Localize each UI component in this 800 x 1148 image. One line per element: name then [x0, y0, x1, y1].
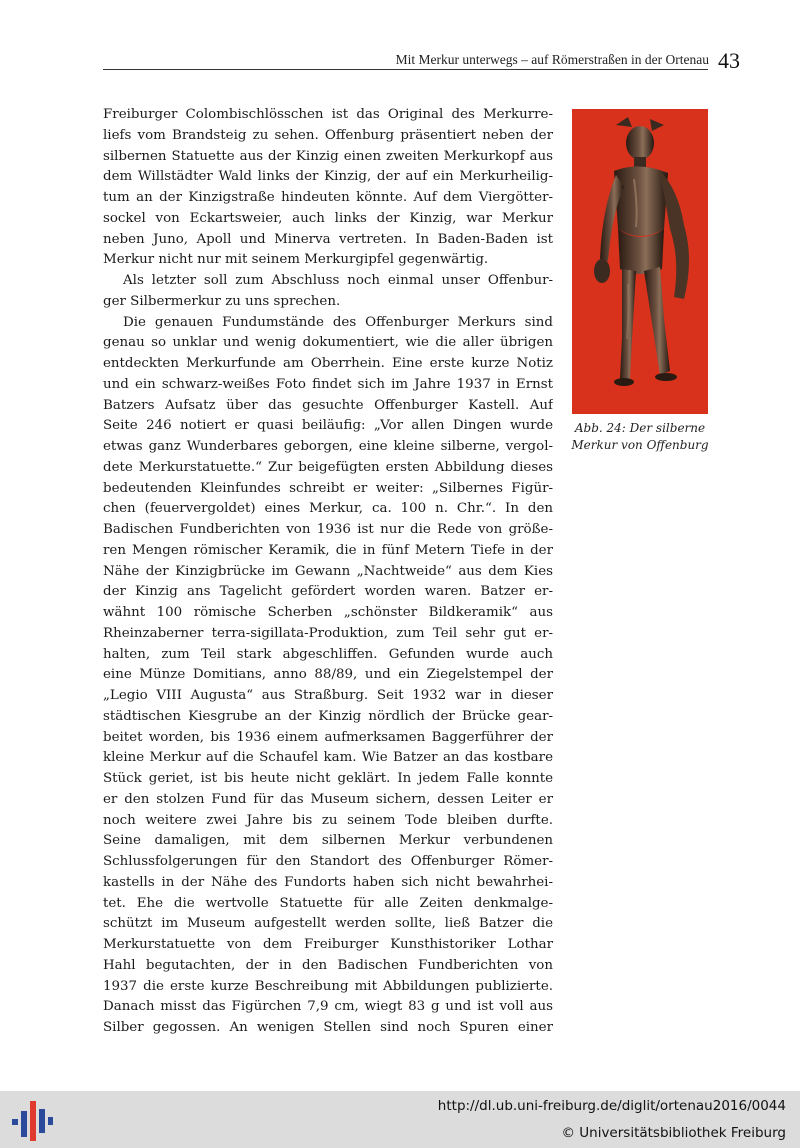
text-line: beitet worden, bis 1936 einem aufmerksamen Baggerführer der — [103, 729, 553, 745]
text-line: Freiburger Colombischlösschen ist das Original des Merkurre- — [103, 107, 553, 122]
text-line: entdeckten Merkurfunde am Oberrhein. Eine erste kurze Notiz — [103, 356, 553, 371]
text-line: silbernen Statuette aus der Kinzig einen zweiten Merkurkopf aus — [103, 148, 553, 164]
caption-line: Abb. 24: Der silberne — [574, 421, 706, 435]
text-line: dem Willstädter Wald links der Kinzig, der auf ein Merkurheilig- — [103, 169, 553, 185]
text-line: Merkurstatuette von dem Freiburger Kunsthistoriker Lothar — [103, 937, 553, 952]
text-line: dete Merkurstatuette.“ Zur beigefügten ersten Abbildung dieses — [103, 459, 553, 475]
text-line: Die genauen Fundumstände des Offenburger Merkurs sind — [123, 314, 553, 330]
text-line: er den stolzen Fund für das Museum sichern, dessen Leiter er — [103, 791, 553, 807]
text-line: Stück geriet, ist bis heute nicht geklärt. In jedem Falle konnte — [103, 771, 553, 786]
text-line: Batzers Aufsatz über das gesuchte Offenburger Kastell. Auf — [103, 397, 553, 413]
page-number: 43 — [718, 48, 740, 73]
text-line: noch weitere zwei Jahre bis zu seinem Tode bleiben durfte. — [103, 812, 553, 828]
text-line: chen (feuervergoldet) eines Merkur, ca. 100 n. Chr.“. In den — [103, 501, 553, 517]
header-rule — [103, 69, 708, 70]
copyright-notice: © Universitätsbibliothek Freiburg — [561, 1125, 786, 1141]
text-line: kleine Merkur auf die Schaufel kam. Wie Batzer an das kostbare — [103, 750, 553, 766]
text-line: etwas ganz Wunderbares geborgen, eine kleine silberne, vergol- — [103, 439, 553, 454]
text-line: Badischen Fundberichten von 1936 ist nur die Rede von größe- — [103, 522, 553, 537]
text-line: Seine damaligen, mit dem silbernen Merkur verbundenen — [103, 833, 553, 849]
text-line: der Kinzig ans Tagelicht gefördert worden waren. Batzer er- — [103, 584, 553, 600]
text-line: Als letzter soll zum Abschluss noch einmal unser Offenbur- — [123, 273, 553, 288]
text-line: Hahl begutachten, der in den Badischen Fundberichten von — [103, 957, 553, 973]
figure-caption — [566, 420, 714, 454]
text-line: bedeutenden Kleinfundes schreibt er weiter: „Silbernes Figür- — [103, 480, 553, 496]
text-line: kastells in der Nähe des Fundorts haben sich nicht bewahrhei- — [103, 874, 553, 890]
text-line: schützt im Museum aufgestellt werden sollte, ließ Batzer die — [103, 916, 553, 932]
mercury-statuette-photo — [572, 109, 708, 414]
digital-library-link[interactable]: http://dl.ub.uni-freiburg.de/diglit/ortenau2016/0044 — [437, 1098, 786, 1114]
text-line: ren Mengen römischer Keramik, die in fünf Metern Tiefe in der — [103, 542, 553, 558]
text-line: neben Juno, Apoll und Minerva vertreten. In Baden-Baden ist — [103, 231, 553, 247]
text-line: tum an der Kinzigstraße hindeuten könnte. Auf dem Viergötter- — [103, 190, 553, 205]
text-line: Danach misst das Figürchen 7,9 cm, wiegt 83 g und ist voll aus — [103, 999, 553, 1015]
running-title: Mit Merkur unterwegs – auf Römerstraßen in der Ortenau — [395, 52, 709, 67]
text-line: Rheinzaberner terra-sigillata-Produktion, zum Teil sehr gut er- — [103, 625, 553, 641]
text-line: Merkur nicht nur mit seinem Merkurgipfel gegenwärtig. — [103, 252, 489, 268]
text-line: städtischen Kiesgrube an der Kinzig nördlich der Brücke gear- — [103, 708, 553, 724]
caption-line: Merkur von Offenburg — [571, 438, 709, 452]
text-line: Nähe der Kinzigbrücke im Gewann „Nachtweide“ aus dem Kies — [103, 563, 553, 579]
statuette-illustration — [572, 109, 708, 414]
text-line: ger Silbermerkur zu uns sprechen. — [103, 293, 341, 309]
text-line: genau so unklar und wenig dokumentiert, wie die aller übrigen — [103, 335, 553, 351]
text-line: sockel von Eckartsweier, auch links der Kinzig, war Merkur — [103, 210, 553, 226]
text-line: liefs vom Brandsteig zu sehen. Offenburg präsentiert neben der — [103, 127, 553, 143]
text-line: und ein schwarz-weißes Foto findet sich im Jahre 1937 in Ernst — [103, 376, 553, 392]
text-line: wähnt 100 römische Scherben „schönster Bildkeramik“ aus — [103, 605, 553, 620]
library-logo-icon — [10, 1095, 54, 1145]
text-line: Silber gegossen. An wenigen Stellen sind noch Spuren einer — [103, 1020, 553, 1035]
text-line: halten, zum Teil stark abgeschliffen. Gefunden wurde auch — [103, 646, 553, 662]
text-line: eine Münze Domitians, anno 88/89, und ein Ziegelstempel der — [103, 667, 553, 683]
body-text — [103, 105, 553, 1039]
text-line: „Legio VIII Augusta“ aus Straßburg. Seit 1932 war in dieser — [103, 688, 553, 703]
text-line: 1937 die erste kurze Beschreibung mit Abbildungen publizierte. — [103, 978, 553, 994]
text-line: tet. Ehe die wertvolle Statuette für alle Zeiten denkmalge- — [103, 895, 553, 911]
text-line: Schlussfolgerungen für den Standort des Offenburger Römer- — [103, 854, 553, 869]
text-line: Seite 246 notiert er quasi beiläufig: „Vor allen Dingen wurde — [103, 418, 553, 434]
